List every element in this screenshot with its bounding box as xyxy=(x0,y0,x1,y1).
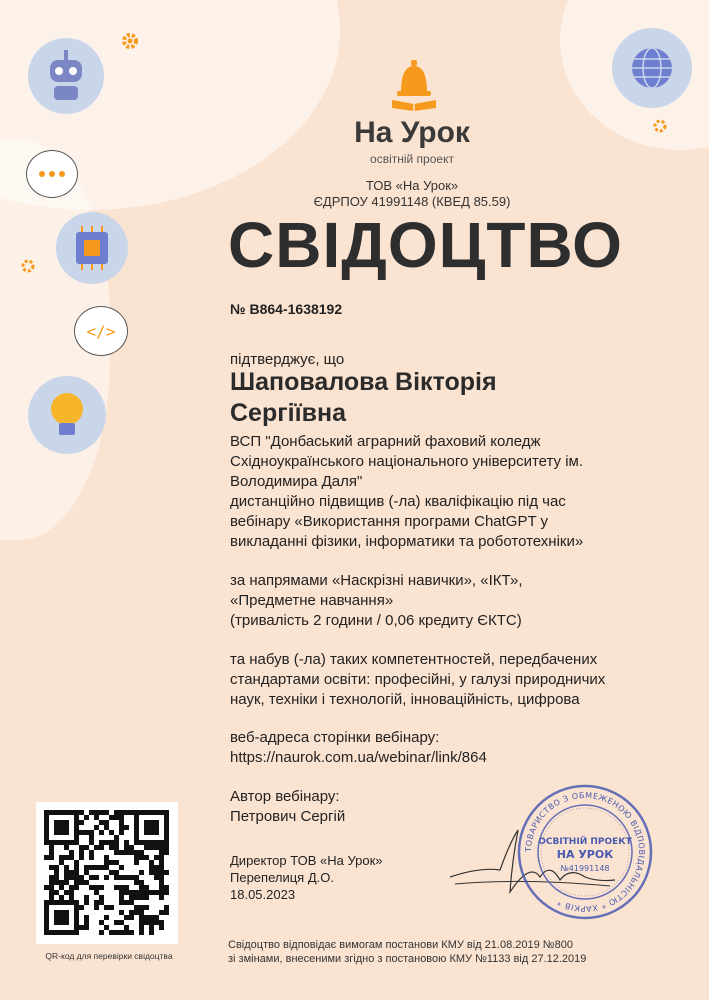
person-name-line2: Сергіївна xyxy=(230,399,346,427)
directions-line: «Предметне навчання» xyxy=(230,592,394,609)
confirms-text: підтверджує, що xyxy=(230,351,345,368)
gear-icon xyxy=(121,32,139,50)
institution-line: Володимира Даля" xyxy=(230,473,363,490)
qualification-line: викладанні фізики, інформатики та робототехніки» xyxy=(230,533,584,550)
logo-subtitle: освітній проект xyxy=(370,152,454,166)
certificate-number: № B864-1638192 xyxy=(230,301,343,317)
webpage-label: веб-адреса сторінки вебінару: xyxy=(230,729,440,746)
qr-code xyxy=(36,802,178,944)
bell-book-icon xyxy=(389,58,439,112)
institution-line: ВСП "Донбаський аграрний фаховий коледж xyxy=(230,433,541,450)
stamp-line3: №41991148 xyxy=(560,864,610,873)
official-stamp xyxy=(515,782,655,922)
org-name: ТОВ «На Урок» xyxy=(365,178,459,193)
stamp-line1: ОСВІТНІЙ ПРОЕКТ xyxy=(538,837,632,847)
chip-bubble xyxy=(56,212,128,284)
competencies-line: стандартами освіти: професійні, у галузі природничих xyxy=(230,671,606,688)
director-title: Директор ТОВ «На Урок» xyxy=(230,853,383,868)
org-code: ЄДРПОУ 41991148 (КВЕД 85.59) xyxy=(313,194,511,209)
person-name-line1: Шаповалова Вікторія xyxy=(230,368,497,396)
competencies-line: та набув (-ла) таких компетентностей, передбачених xyxy=(230,651,598,668)
globe-icon xyxy=(612,28,692,108)
qr-code-icon xyxy=(36,802,178,944)
lightbulb-bubble xyxy=(28,376,106,454)
logo-name: На Урок xyxy=(354,116,470,149)
author-name: Петрович Сергій xyxy=(230,808,346,825)
certificate-title: СВІДОЦТВО xyxy=(228,209,623,281)
gear-small-icon xyxy=(20,258,36,274)
director-name: Перепелиця Д.О. xyxy=(230,870,334,885)
qr-caption: QR-код для перевірки свідоцтва xyxy=(45,951,173,961)
competencies-line: наук, техніки і технологій, інноваційність, цифрова xyxy=(230,691,580,708)
svg-text:</>: </> xyxy=(86,322,116,341)
globe-bubble xyxy=(612,28,692,108)
robot-bubble xyxy=(28,38,104,114)
institution-line: Східноукраїнського національного університету ім. xyxy=(230,453,584,470)
issue-date: 18.05.2023 xyxy=(230,887,296,902)
qualification-line: вебінару «Використання програми ChatGPT у xyxy=(230,513,549,530)
stamp-line2: НА УРОК xyxy=(556,848,614,861)
footer-line: зі змінами, внесеними згідно з постановою КМУ №1133 від 27.12.2019 xyxy=(228,953,587,965)
stamp-ring-text: ТОВАРИСТВО З ОБМЕЖЕНОЮ ВІДПОВІДАЛЬНІСТЮ * ХАРКІВ * xyxy=(523,790,647,914)
code-bubble xyxy=(74,306,128,356)
qualification-line: дистанційно підвищив (-ла) кваліфікацію під час xyxy=(230,493,566,510)
directions-line: за напрямами «Наскрізні навички», «ІКТ», xyxy=(230,572,523,589)
chip-icon xyxy=(56,212,128,284)
webpage-url: https://naurok.com.ua/webinar/link/864 xyxy=(230,749,487,766)
robot-icon xyxy=(28,38,104,114)
duration-line: (тривалість 2 години / 0,06 кредиту ЄКТС) xyxy=(230,612,522,629)
code-icon xyxy=(75,307,127,355)
lightbulb-icon xyxy=(28,376,106,454)
author-label: Автор вебінару: xyxy=(230,788,340,805)
footer-line: Свідоцтво відповідає вимогам постанови КМУ від 21.08.2019 №800 xyxy=(228,939,573,951)
